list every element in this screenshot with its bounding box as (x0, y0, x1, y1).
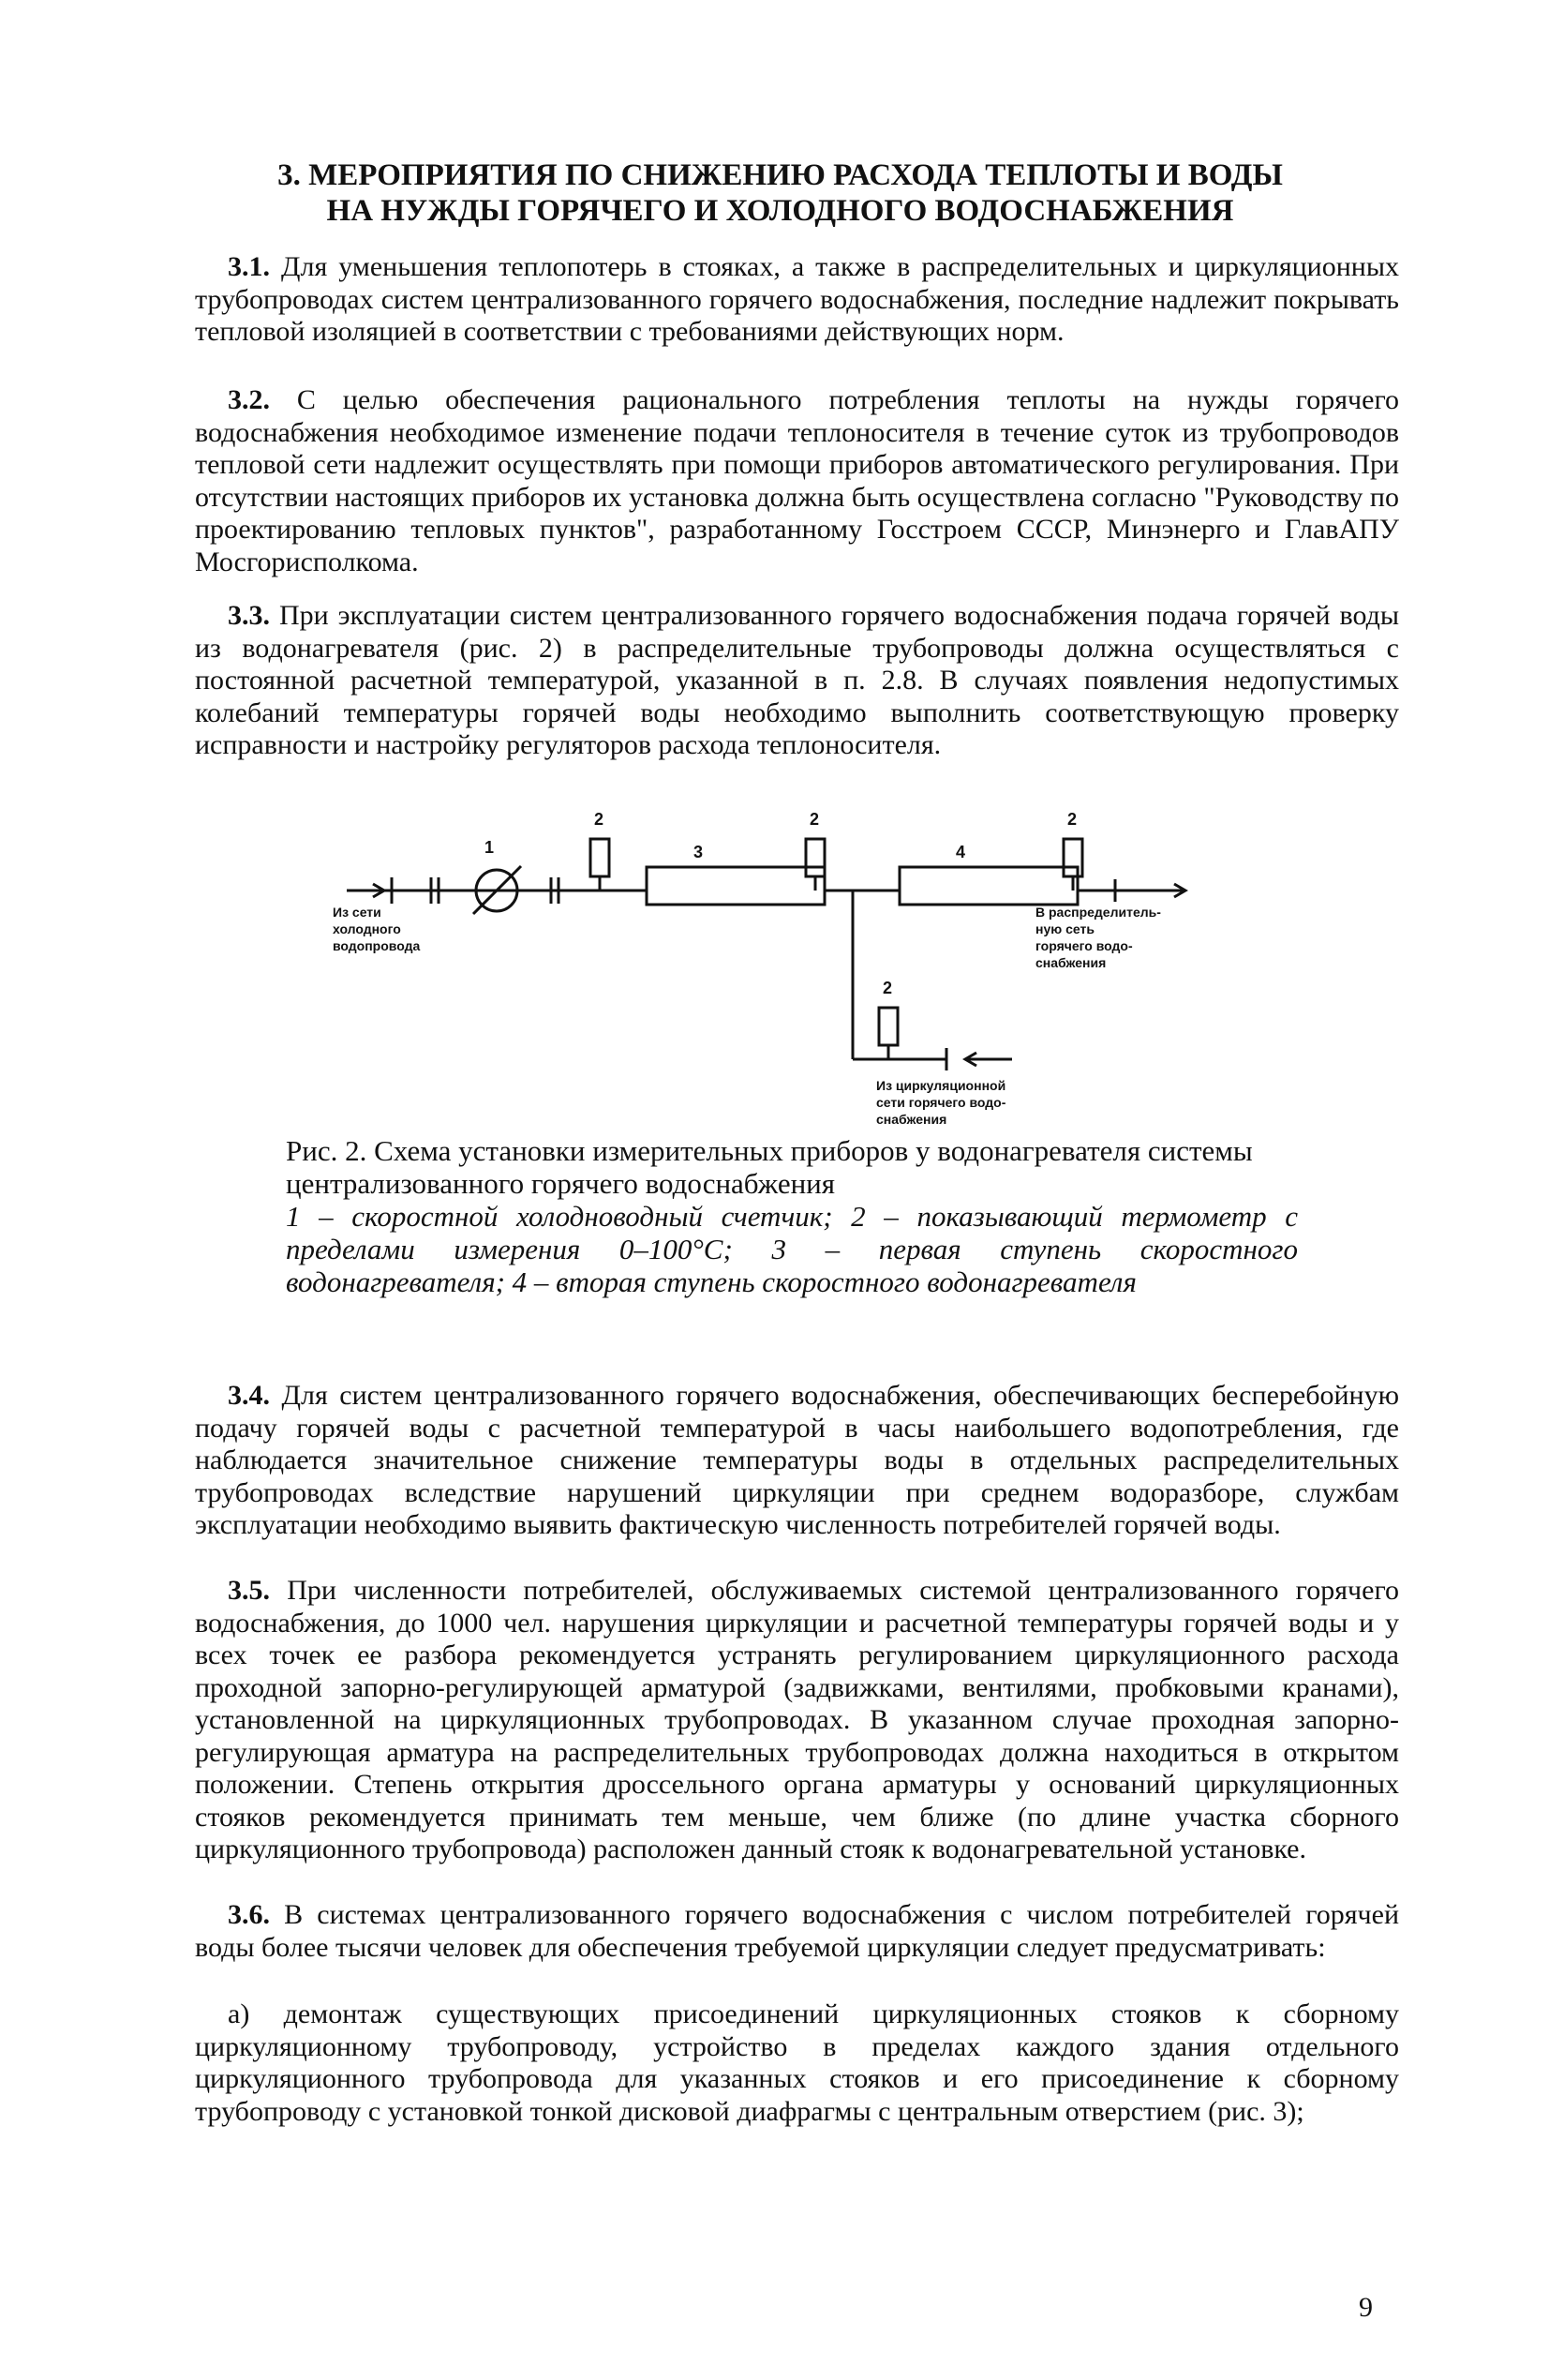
label-2d: 2 (883, 979, 893, 997)
paragraph-number: 3.6. (228, 1899, 270, 1930)
inlet-arrow (347, 884, 384, 897)
paragraph-number: 3.3. (228, 600, 270, 631)
paragraph-number: 3.1. (228, 251, 270, 282)
circulation-arrow (965, 1053, 1012, 1066)
paragraph-number: 3.5. (228, 1575, 270, 1606)
heading-line-2: НА НУЖДЫ ГОРЯЧЕГО И ХОЛОДНОГО ВОДОСНАБЖЕНИЯ (326, 194, 1234, 228)
circulation-label-3: снабжения (876, 1112, 947, 1127)
paragraph-text: Для систем централизованного горячего водоснабжения, обеспечивающих бесперебойную подачу горячей воды с расчетной температурой в часы наибольшего водопотребления, где наблюдается значительное снижение температуры воды в отдельных распределительных трубопроводах вследствие нарушений циркуляции при среднем водоразборе, службам эксплуатации необходимо выявить фактическую численность потребителей горячей воды. (195, 1380, 1400, 1540)
paragraph-list-a (195, 1998, 1399, 2128)
figure-caption (286, 1134, 1298, 1298)
paragraph-number: 3.2. (228, 384, 270, 415)
circulation-label-2: сети горячего водо- (876, 1095, 1006, 1110)
paragraph-text: При эксплуатации систем централизованного горячего водоснабжения подача горячей воды из водонагревателя (рис. 2) в распределительные трубопроводы должна осуществляться с постоянной расчетной температурой, указанной в п. 2.8. В случаях появления недопустимых колебаний температуры горячей воды необходимо выполнить соответствующую проверку исправности и настройку регуляторов расхода теплоносителя. (195, 600, 1399, 760)
outlet-label-2: ную сеть (1035, 921, 1095, 936)
caption-legend: 1 – скоростной холодноводный счетчик; 2 – показывающий термометр с пределами измерения 0–100°С; 3 – первая ступень скоростного водонагревателя; 4 – вторая ступень скоростного водонагревателя (286, 1200, 1298, 1298)
measurement-scheme-diagram (0, 797, 1549, 1134)
thermometer-2d (879, 1008, 898, 1045)
outlet-label-3: горячего водо- (1035, 938, 1133, 953)
thermometer-2a (590, 839, 609, 876)
paragraph-text: Для уменьшения теплопотерь в стояках, а также в распределительных и циркуляционных трубопроводах систем централизованного горячего водоснабжения, последние надлежит покрывать тепловой изоляцией в соответствии с требованиями действующих норм. (195, 251, 1399, 347)
caption-title: Рис. 2. Схема установки измерительных приборов у водонагревателя системы централизованного горячего водоснабжения (286, 1134, 1253, 1200)
inlet-label-3: водопровода (333, 938, 421, 953)
paragraph-number: 3.4. (228, 1380, 270, 1411)
inlet-label-2: холодного (333, 921, 401, 936)
paragraph-3-1 (195, 251, 1399, 349)
paragraph-3-2 (195, 384, 1399, 578)
label-4: 4 (956, 843, 966, 861)
heater-stage-3 (647, 867, 825, 905)
label-2c: 2 (1067, 810, 1078, 829)
label-2b: 2 (810, 810, 820, 829)
outlet-label-4: снабжения (1035, 955, 1107, 970)
heater-stage-4 (900, 867, 1078, 905)
label-1: 1 (484, 838, 495, 857)
section-heading (187, 157, 1373, 229)
label-2a: 2 (594, 810, 604, 829)
inlet-label-1: Из сети (333, 905, 381, 920)
paragraph-text: демонтаж существующих присоединений циркуляционных стояков к сборному циркуляционному трубопроводу, устройство в пределах каждого здания отдельного циркуляционного трубопровода для указанных стояков и его присоединение к сборному трубопроводу с установкой тонкой дисковой диафрагмы с центральным отверстием (рис. 3); (195, 1998, 1400, 2127)
paragraph-text: В системах централизованного горячего водоснабжения с числом потребителей горячей воды более тысячи человек для обеспечения требуемой циркуляции следует предусматривать: (195, 1899, 1400, 1963)
paragraph-3-6 (195, 1899, 1399, 1964)
page-number: 9 (1359, 2292, 1373, 2323)
paragraph-text: С целью обеспечения рационального потребления теплоты на нужды горячего водоснабжения необходимое изменение подачи теплоносителя в течение суток из трубопроводов тепловой сети надлежит осуществлять при помощи приборов автоматического регулирования. При отсутствии настоящих приборов их установка должна быть осуществлена согласно "Руководству по проектированию тепловых пунктов", разработанному Госстроем СССР, Минэнерго и ГлавАПУ Мосгорисполкома. (195, 384, 1399, 577)
list-marker: а) (228, 1998, 250, 2029)
label-3: 3 (693, 843, 704, 861)
paragraph-3-3 (195, 600, 1399, 762)
heading-line-1: 3. МЕРОПРИЯТИЯ ПО СНИЖЕНИЮ РАСХОДА ТЕПЛОТЫ И ВОДЫ (277, 158, 1283, 192)
paragraph-text: При численности потребителей, обслуживаемых системой централизованного горячего водоснабжения, до 1000 чел. нарушения циркуляции и расчетной температуры горячей воды и у всех точек ее разбора рекомендуется устранять регулированием циркуляционного расхода проходной запорно-регулирующей арматурой (задвижками, вентилями, пробковыми кранами), установленной на циркуляционных трубопроводах. В указанном случае проходная запорно-регулирующая арматура на распределительных трубопроводах должна находиться в открытом положении. Степень открытия дроссельного органа арматуры у оснований циркуляционных стояков рекомендуется принимать тем меньше, чем ближе (по длине участка сборного циркуляционного трубопровода) расположен данный стояк к водонагревательной установке. (195, 1575, 1400, 1864)
outlet-label-1: В распределитель- (1035, 905, 1161, 920)
outlet-arrow (1115, 884, 1185, 897)
circulation-label-1: Из циркуляционной (876, 1078, 1006, 1093)
paragraph-3-4 (195, 1380, 1399, 1542)
paragraph-3-5 (195, 1575, 1399, 1866)
